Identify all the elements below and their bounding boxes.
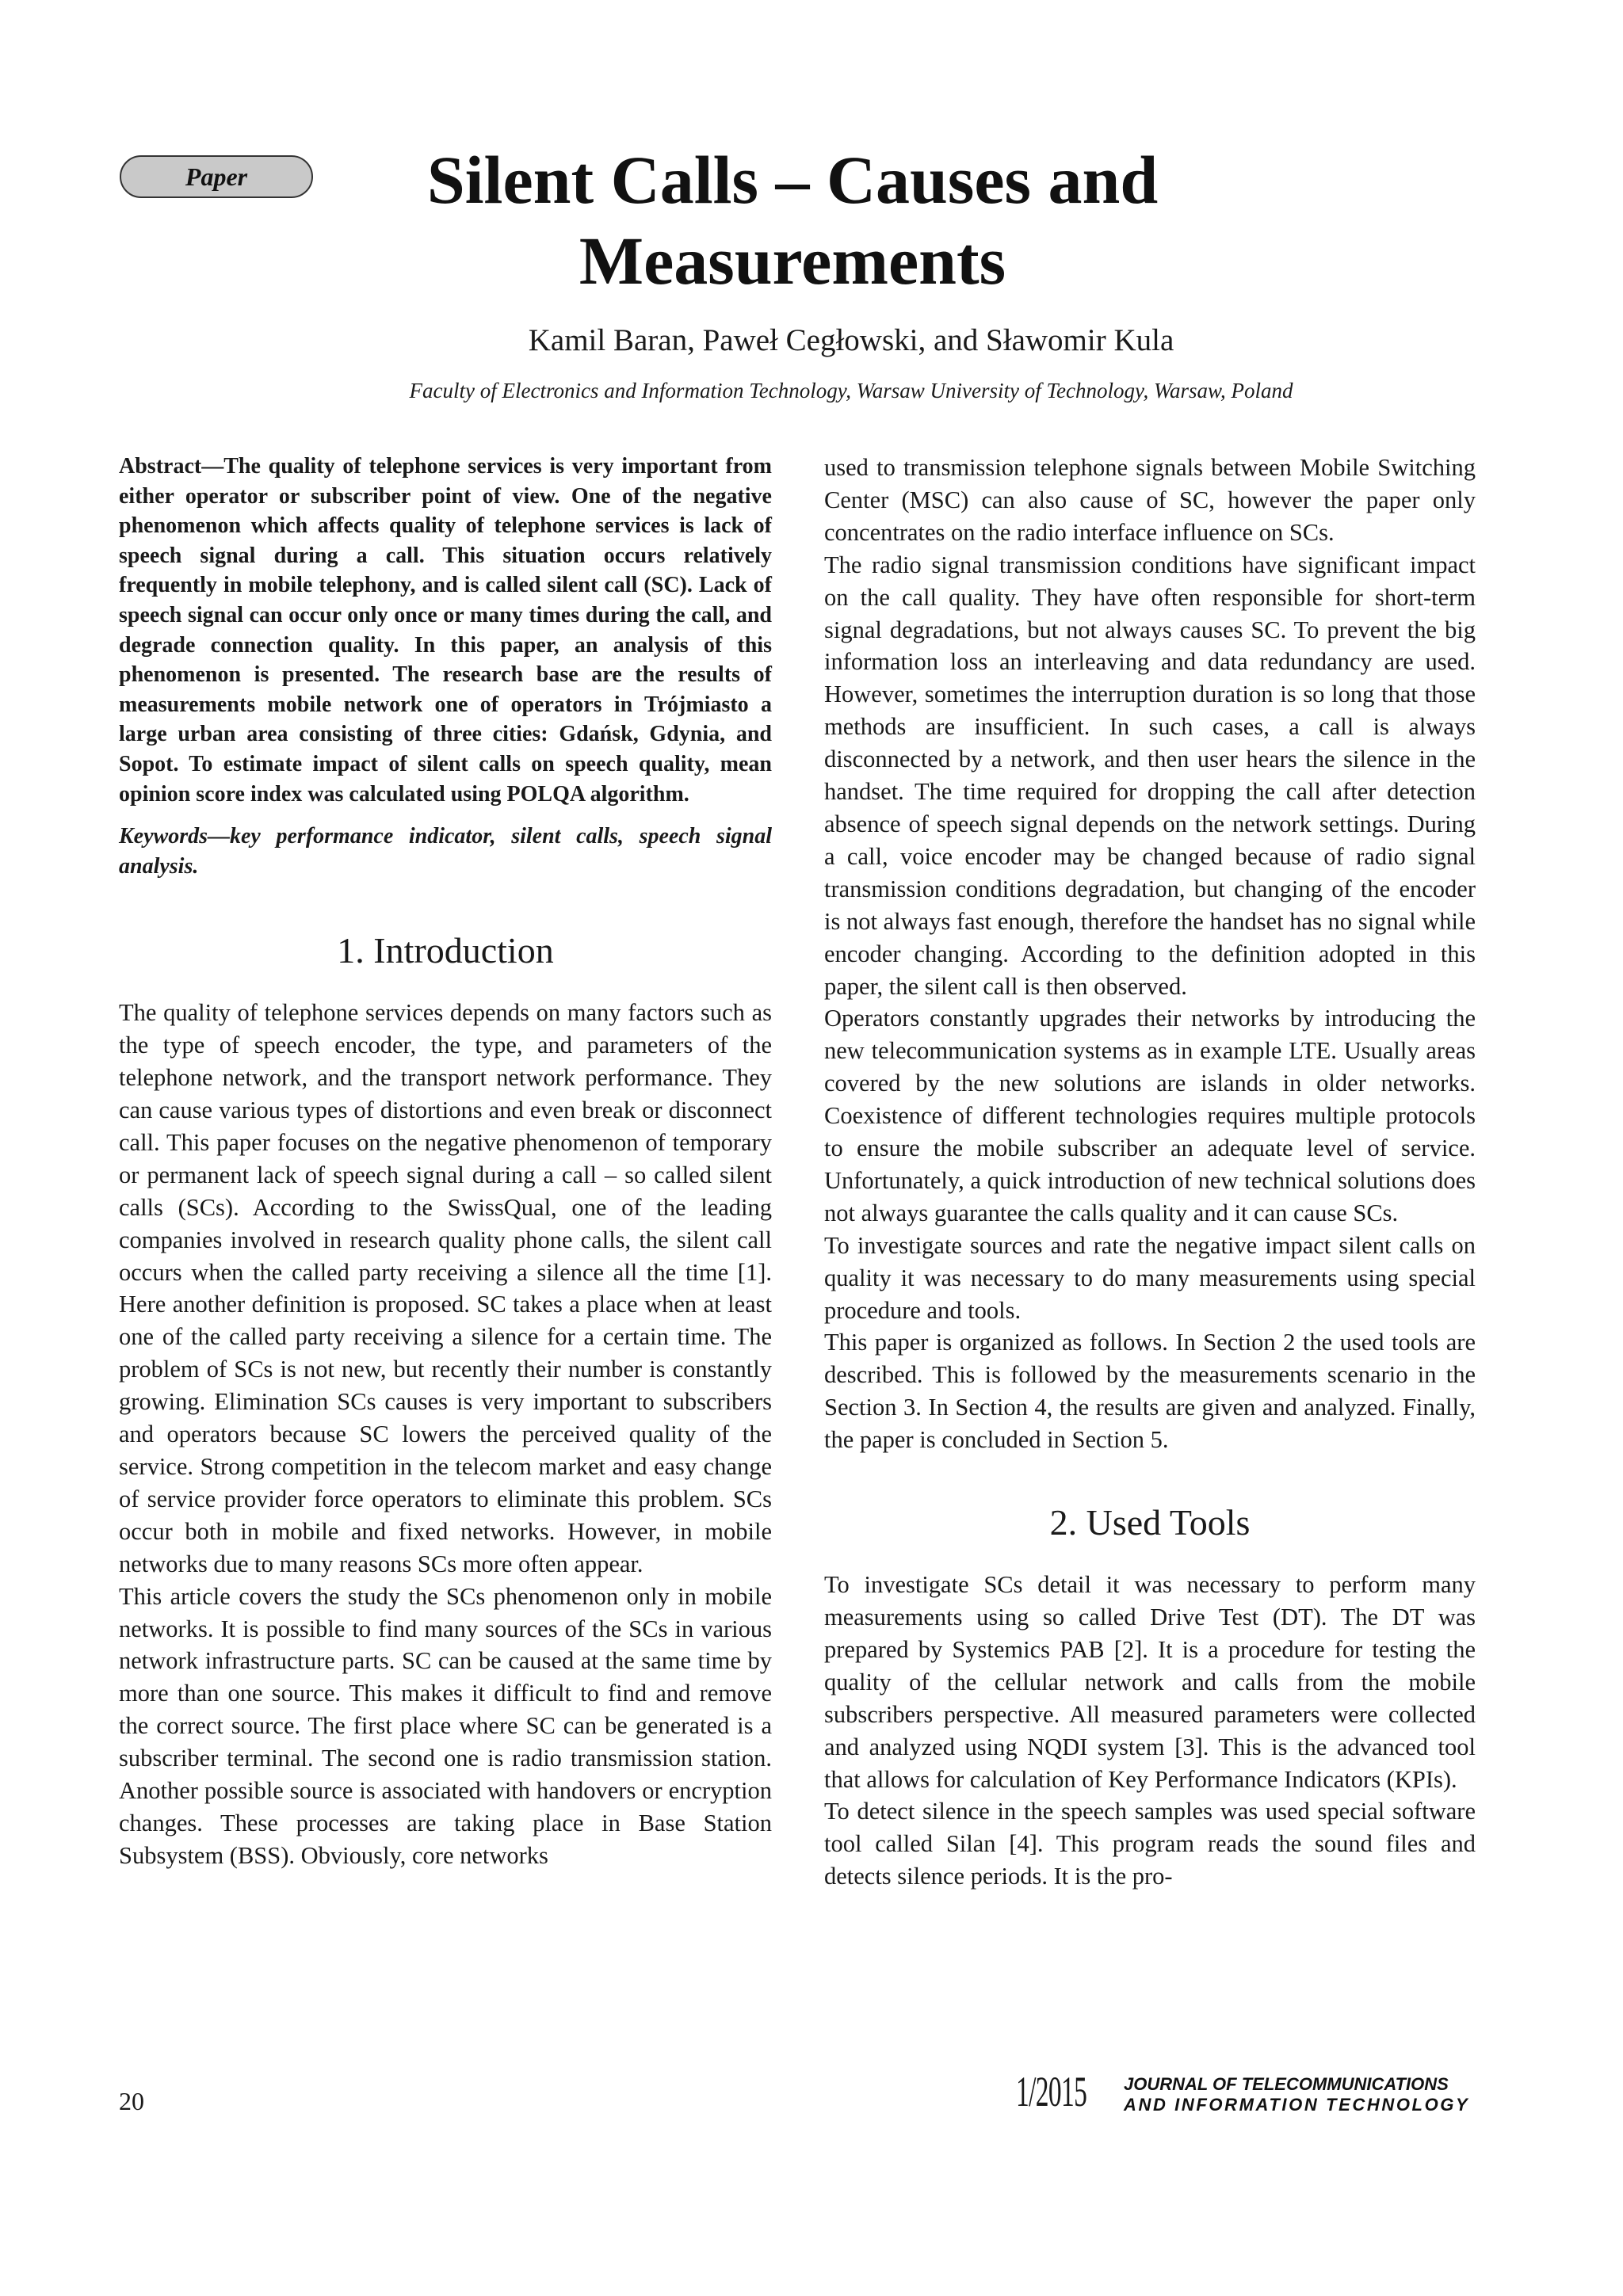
journal-issue: 1/2015 — [1016, 2068, 1087, 2115]
body-paragraph: used to transmission telephone signals between Mobile Switching Center (MSC) can also cause of SC, however the paper only concentrates on the radio interface influence on SCs. — [824, 454, 1476, 546]
journal-name-line-1: JOURNAL OF TELECOMMUNICATIONS — [1124, 2074, 1449, 2094]
body-paragraph: The radio signal transmission conditions have significant impact on the call quality. They have often responsible for short-term signal degradations, but not always causes SC. To prevent the big information loss an interleaving and data redundancy are used. However, sometimes the interruption duration is so long that those methods are insufficient. In such cases, a call is always disconnected by a network, and then user hears the silence in the handset. The time required for dropping the call after detection absence of speech signal depends on the network settings. During a call, voice encoder may be changed because of radio signal transmission conditions degradation, but changing of the encoder is not always fast enough, therefore the handset has no signal while encoder changing. According to the definition adopted in this paper, the silent call is then observed. — [824, 551, 1476, 1000]
keywords-label: Keywords— — [119, 824, 230, 849]
affiliation: Faculty of Electronics and Information Technology, Warsaw University of Technology, Warsaw, Poland — [409, 379, 1293, 402]
body-paragraph: This paper is organized as follows. In Section 2 the used tools are described. This is followed by the measurements scenario in the Section 3. In Section 4, the results are given and analyzed. Finally, the paper is concluded in Section 5. — [824, 1329, 1476, 1454]
page-number: 20 — [119, 2087, 144, 2115]
paper-type-badge: Paper — [120, 155, 313, 198]
tools-paragraph: To investigate SCs detail it was necessary to perform many measurements using so called Drive Test (DT). The DT was prepared by Systemics PAB [2]. It is a procedure for testing the quality of the cellular network and calls from the mobile subscribers perspective. All measured parameters were collected and analyzed using NQDI system [3]. This is the advanced tool that allows for calculation of Key Performance Indicators (KPIs). — [824, 1571, 1476, 1793]
intro-paragraph: The quality of telephone services depends on many factors such as the type of speech encoder, the type, and parameters of the telephone network, and the transport network performance. They can cause various types of distortions and even break or disconnect call. This paper focuses on the negative phenomenon of temporary or permanent lack of speech signal during a call – so called silent calls (SCs). According to the SwissQual, one of the leading companies involved in research quality phone calls, the silent call occurs when the called party receiving a silence all the time [1]. Here another definition is proposed. SC takes a place when at least one of the called party receiving a silence for a certain time. The problem of SCs is not new, but recently their number is constantly growing. Elimination SCs causes is very important to subscribers and operators because SC lowers the perceived quality of the service. Strong competition in the telecom market and easy change of service provider force operators to eliminate this problem. SCs occur both in mobile and fixed networks. However, in mobile networks due to many reasons SCs more often appear. — [119, 999, 772, 1577]
keywords — [119, 822, 772, 881]
body-paragraph: To investigate sources and rate the negative impact silent calls on quality it was necessary to do many measurements using special procedure and tools. — [824, 1231, 1476, 1324]
abstract — [119, 452, 772, 809]
tools-paragraph: To detect silence in the speech samples was used special software tool called Silan [4]. This program reads the sound files and detects silence periods. It is the pro- — [824, 1798, 1476, 1890]
keywords-text: key performance indicator, silent calls, speech signal analysis. — [119, 824, 772, 879]
abstract-label: Abstract— — [119, 454, 224, 479]
section-heading-used-tools: 2. Used Tools — [1049, 1502, 1251, 1543]
journal-name-line-2: AND INFORMATION TECHNOLOGY — [1124, 2095, 1470, 2115]
journal-name — [1124, 2074, 1472, 2115]
abstract-text: The quality of telephone services is very important from either operator or subscriber point of view. One of the negative phenomenon which affects quality of telephone services is lack of speech signal during a call. This situation occurs relatively frequently in mobile telephony, and is called silent call (SC). Lack of speech signal can occur only once or many times during the call, and degrade connection quality. In this paper, an analysis of this phenomenon is presented. The research base are the results of measurements mobile network one of operators in Trójmiasto a large urban area consisting of three cities: Gdańsk, Gdynia, and Sopot. To estimate impact of silent calls on speech quality, mean opinion score index was calculated using POLQA algorithm. — [119, 454, 772, 807]
paper-title: Silent Calls – Causes and Measurements — [426, 142, 1159, 299]
right-column — [824, 452, 1476, 1893]
section-heading-introduction: 1. Introduction — [337, 930, 554, 971]
left-column — [119, 452, 772, 1872]
intro-paragraph: This article covers the study the SCs phenomenon only in mobile networks. It is possible to find many sources of the SCs in various network infrastructure parts. SC can be caused at the same time by more than one source. This makes it difficult to find and remove the correct source. The first place where SC can be generated is a subscriber terminal. The second one is radio transmission station. Another possible source is associated with handovers or encryption changes. These processes are taking place in Base Station Subsystem (BSS). Obviously, core networks — [119, 1582, 772, 1869]
authors: Kamil Baran, Paweł Cegłowski, and Sławomir Kula — [528, 323, 1174, 357]
body-paragraph: Operators constantly upgrades their networks by introducing the new telecommunication systems as in example LTE. Usually areas covered by the new solutions are islands in older networks. Coexistence of different technologies requires multiple protocols to ensure the mobile subscriber an adequate level of service. Unfortunately, a quick introduction of new technical solutions does not always guarantee the calls quality and it can cause SCs. — [824, 1005, 1476, 1226]
